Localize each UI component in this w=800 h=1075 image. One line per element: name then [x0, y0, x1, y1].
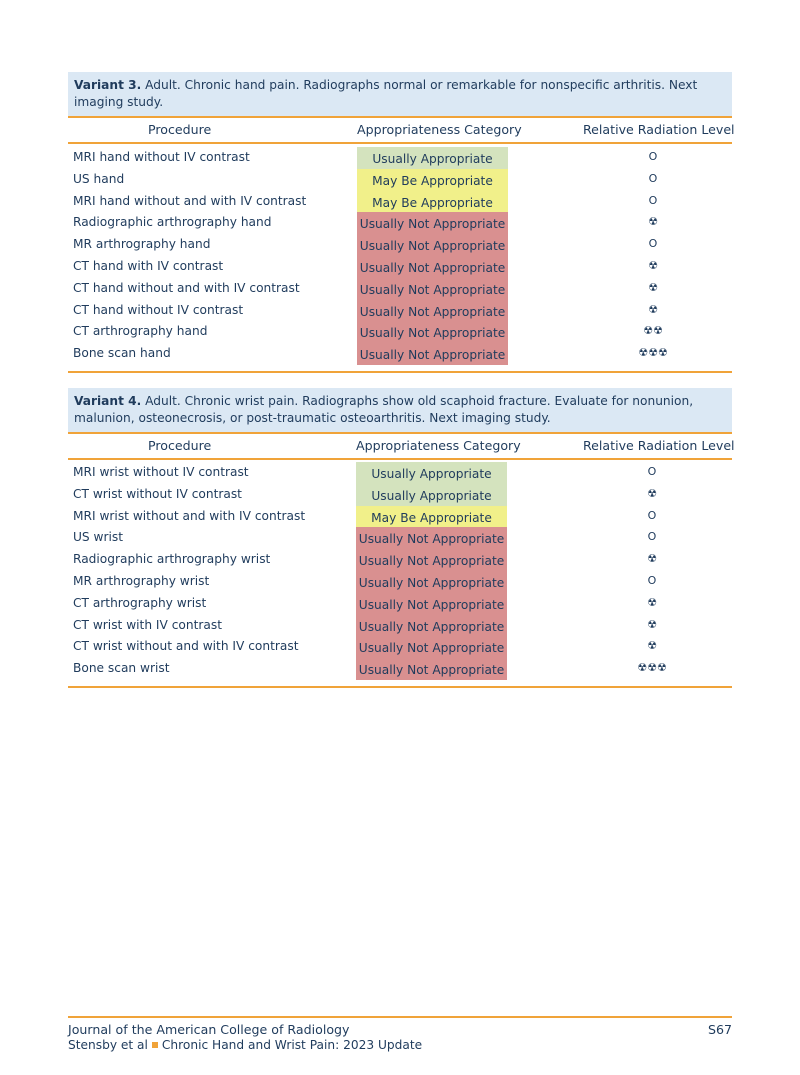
- table-row: [68, 462, 732, 484]
- column-headers: [68, 434, 735, 460]
- column-headers: [68, 118, 735, 144]
- procedure-cell: MRI wrist without and with IV contrast: [73, 508, 306, 523]
- procedure-cell: CT wrist without and with IV contrast: [73, 639, 299, 654]
- variant-header: [68, 388, 732, 434]
- table-row: [68, 278, 732, 300]
- table-row: [68, 212, 732, 234]
- procedure-cell: MRI hand without and with IV contrast: [73, 193, 307, 208]
- column-header-radiation: Relative Radiation Level: [583, 438, 735, 453]
- radiation-level-cell: ☢: [647, 552, 657, 566]
- column-header-category: Appropriateness Category: [357, 122, 522, 137]
- appropriateness-cell: Usually Not Appropriate: [357, 321, 508, 343]
- radiation-level-cell: ☢: [648, 258, 658, 272]
- table-row: [68, 300, 732, 322]
- procedure-cell: CT hand without IV contrast: [73, 302, 244, 317]
- table-row: [68, 234, 732, 256]
- appropriateness-cell: May Be Appropriate: [356, 506, 507, 528]
- procedure-cell: MRI hand without IV contrast: [73, 150, 250, 164]
- appropriateness-cell: Usually Not Appropriate: [357, 234, 508, 256]
- radiation-level-cell: ☢☢: [643, 324, 663, 338]
- radiation-level-cell: ☢: [647, 639, 657, 653]
- footer-running-title: [68, 1038, 422, 1052]
- footer-journal: Journal of the American College of Radiology: [68, 1022, 350, 1037]
- footer-authors: Stensby et al: [68, 1038, 148, 1052]
- table-row: [68, 615, 732, 637]
- table-row: [68, 593, 732, 615]
- appropriateness-cell: Usually Not Appropriate: [357, 300, 508, 322]
- square-bullet-icon: [152, 1042, 158, 1048]
- radiation-level-cell: ☢: [647, 595, 657, 609]
- appropriateness-cell: Usually Not Appropriate: [356, 615, 507, 637]
- appropriateness-cell: Usually Appropriate: [356, 462, 507, 484]
- radiation-level-cell: ☢☢☢: [638, 346, 668, 360]
- radiation-level-cell: ☢: [647, 617, 657, 631]
- appropriateness-cell: May Be Appropriate: [357, 191, 508, 213]
- appropriateness-cell: Usually Not Appropriate: [356, 593, 507, 615]
- procedure-cell: US hand: [73, 171, 125, 186]
- variant-label: Variant 4.: [74, 394, 142, 408]
- radiation-level-cell: O: [648, 150, 658, 163]
- appropriateness-cell: Usually Not Appropriate: [357, 256, 508, 278]
- variant-description: Adult. Chronic wrist pain. Radiographs show old scaphoid fracture. Evaluate for nonunion, malunion, osteonecrosis, or post-traumatic osteoarthritis. Next imaging study.: [74, 394, 694, 425]
- variant-label: Variant 3.: [74, 78, 142, 92]
- table-row: [68, 527, 732, 549]
- footer-rule: [68, 1016, 732, 1018]
- procedure-cell: MR arthrography wrist: [73, 573, 210, 588]
- radiation-level-cell: O: [647, 508, 657, 522]
- procedure-cell: CT hand without and with IV contrast: [73, 280, 300, 295]
- radiation-level-cell: ☢☢☢: [637, 661, 667, 675]
- table-row: [68, 147, 732, 169]
- radiation-level-cell: ☢: [648, 302, 658, 316]
- appropriateness-cell: Usually Not Appropriate: [356, 549, 507, 571]
- procedure-cell: Bone scan wrist: [73, 661, 170, 676]
- radiation-level-cell: O: [648, 237, 658, 251]
- table-row: [68, 484, 732, 506]
- radiation-level-cell: ☢: [648, 215, 658, 229]
- appropriateness-cell: Usually Not Appropriate: [357, 278, 508, 300]
- table-row: [68, 636, 732, 658]
- appropriateness-cell: Usually Not Appropriate: [356, 636, 507, 658]
- variant-header: [68, 72, 732, 118]
- column-header-radiation: Relative Radiation Level: [583, 122, 735, 137]
- column-header-procedure: Procedure: [148, 122, 212, 137]
- table-row: [68, 191, 732, 213]
- table-row: [68, 169, 732, 191]
- radiation-level-cell: ☢: [648, 280, 658, 294]
- appropriateness-cell: Usually Not Appropriate: [357, 343, 508, 365]
- table-row: [68, 256, 732, 278]
- table-row: [68, 506, 732, 528]
- variant-description: Adult. Chronic hand pain. Radiographs normal or remarkable for nonspecific arthritis. Next imaging study.: [74, 78, 698, 109]
- column-header-procedure: Procedure: [148, 438, 212, 453]
- variant-4-table: [68, 388, 735, 688]
- radiation-level-cell: O: [648, 171, 658, 185]
- table-row: [68, 549, 732, 571]
- table-row: [68, 343, 732, 365]
- radiation-level-cell: O: [648, 193, 658, 207]
- appropriateness-cell: Usually Not Appropriate: [357, 212, 508, 234]
- radiation-level-cell: O: [647, 573, 657, 587]
- appropriateness-cell: Usually Not Appropriate: [356, 658, 507, 680]
- radiation-level-cell: ☢: [647, 486, 657, 500]
- procedure-cell: MRI wrist without IV contrast: [73, 465, 249, 479]
- table-body: [68, 144, 732, 373]
- procedure-cell: CT hand with IV contrast: [73, 258, 224, 273]
- column-header-category: Appropriateness Category: [356, 438, 521, 453]
- table-body: [68, 460, 732, 688]
- procedure-cell: MR arthrography hand: [73, 237, 211, 252]
- procedure-cell: US wrist: [73, 530, 124, 545]
- procedure-cell: Bone scan hand: [73, 346, 171, 361]
- procedure-cell: CT wrist without IV contrast: [73, 486, 242, 501]
- procedure-cell: CT arthrography hand: [73, 324, 208, 339]
- table-row: [68, 658, 732, 680]
- appropriateness-cell: Usually Not Appropriate: [356, 527, 507, 549]
- procedure-cell: Radiographic arthrography hand: [73, 215, 272, 230]
- procedure-cell: CT arthrography wrist: [73, 595, 207, 610]
- procedure-cell: CT wrist with IV contrast: [73, 617, 222, 632]
- table-row: [68, 571, 732, 593]
- footer-page-number: S67: [707, 1022, 732, 1037]
- appropriateness-cell: Usually Not Appropriate: [356, 571, 507, 593]
- footer-article-title: Chronic Hand and Wrist Pain: 2023 Update: [161, 1038, 423, 1052]
- table-row: [68, 321, 732, 343]
- radiation-level-cell: O: [647, 530, 657, 544]
- variant-3-table: [68, 72, 735, 373]
- radiation-level-cell: O: [647, 465, 657, 478]
- procedure-cell: Radiographic arthrography wrist: [73, 552, 271, 567]
- appropriateness-cell: Usually Appropriate: [357, 147, 508, 169]
- appropriateness-cell: May Be Appropriate: [357, 169, 508, 191]
- appropriateness-cell: Usually Appropriate: [356, 484, 507, 506]
